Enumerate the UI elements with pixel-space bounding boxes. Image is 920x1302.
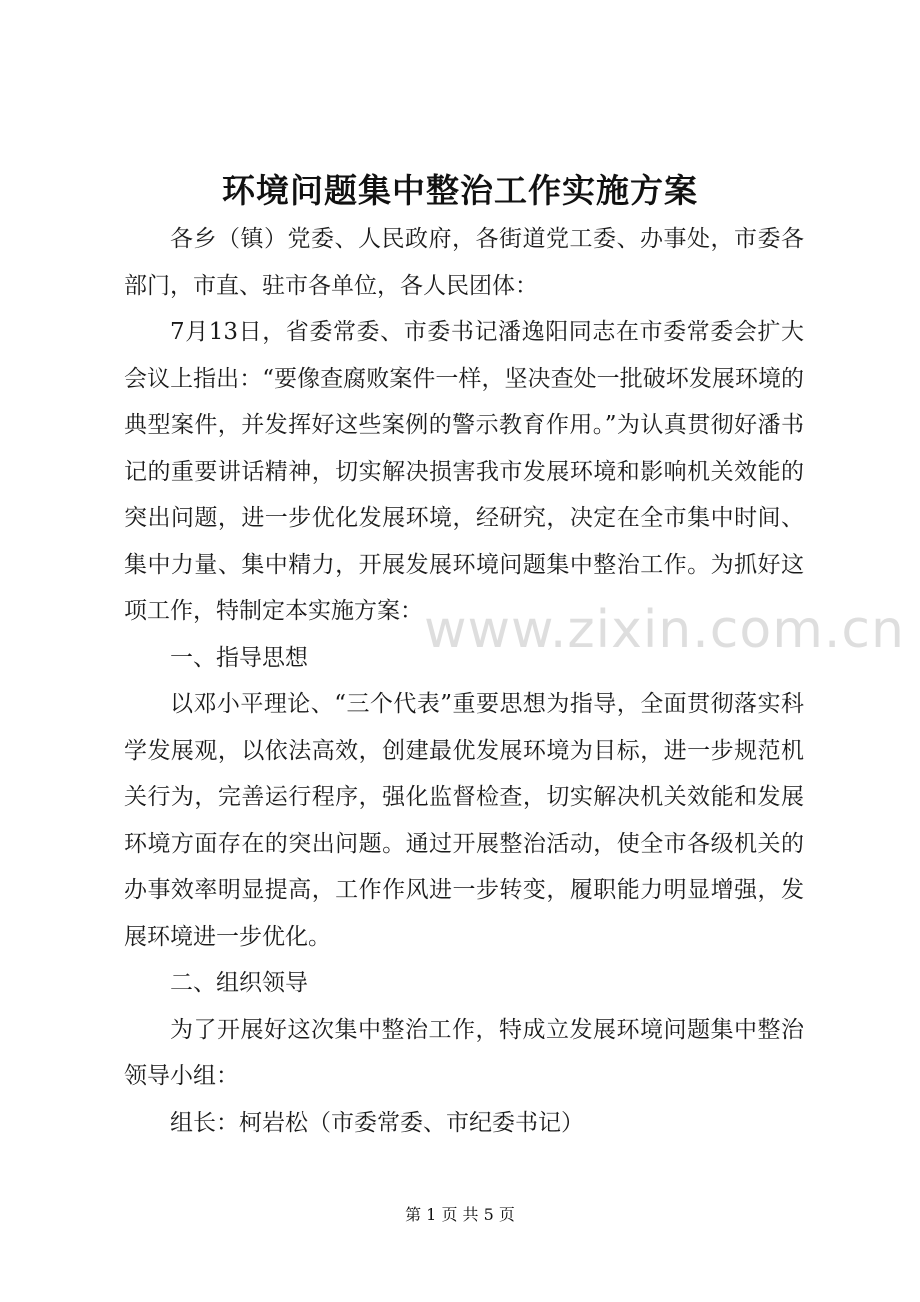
paragraph-guiding-thought: 以邓小平理论、“三个代表”重要思想为指导，全面贯彻落实科学发展观，以依法高效，创建最优发展环境为目标，进一步规范机关行为，完善运行程序，强化监督检查，切实解决机关效能和发展环境方面存在的突出问题。通过开展整治活动，使全市各级机关的办事效率明显提高，工作作风进一步转变，履职能力明显增强，发展环境进一步优化。: [124, 691, 804, 950]
paragraph-salutation: 各乡（镇）党委、人民政府，各街道党工委、办事处，市委各部门，市直、驻市各单位，各人民团体：: [124, 226, 804, 299]
paragraph-intro: 7月13日，省委常委、市委书记潘逸阳同志在市委常委会扩大会议上指出：“要像查腐败案件一样，坚决查处一批破坏发展环境的典型案件，并发挥好这些案例的警示教育作用。”为认真贯彻好潘书记的重要讲话精神，切实解决损害我市发展环境和影响机关效能的突出问题，进一步优化发展环境，经研究，决定在全市集中时间、集中力量、集中精力，开展发展环境问题集中整治工作。为抓好这项工作，特制定本实施方案：: [124, 319, 804, 624]
paragraph-organization: 为了开展好这次集中整治工作，特成立发展环境问题集中整治领导小组：: [124, 1016, 804, 1089]
watermark: www.zixin.com.cn: [424, 600, 905, 660]
section-heading-guiding-thought: 一、指导思想: [170, 644, 308, 671]
paragraph-group-leader: 组长：柯岩松（市委常委、市纪委书记）: [170, 1109, 584, 1136]
document-title: 环境问题集中整治工作实施方案: [222, 171, 698, 210]
section-heading-organization: 二、组织领导: [170, 970, 308, 996]
document-body: [124, 216, 804, 1146]
page-footer: 第 1 页 共 5 页: [405, 1205, 515, 1224]
